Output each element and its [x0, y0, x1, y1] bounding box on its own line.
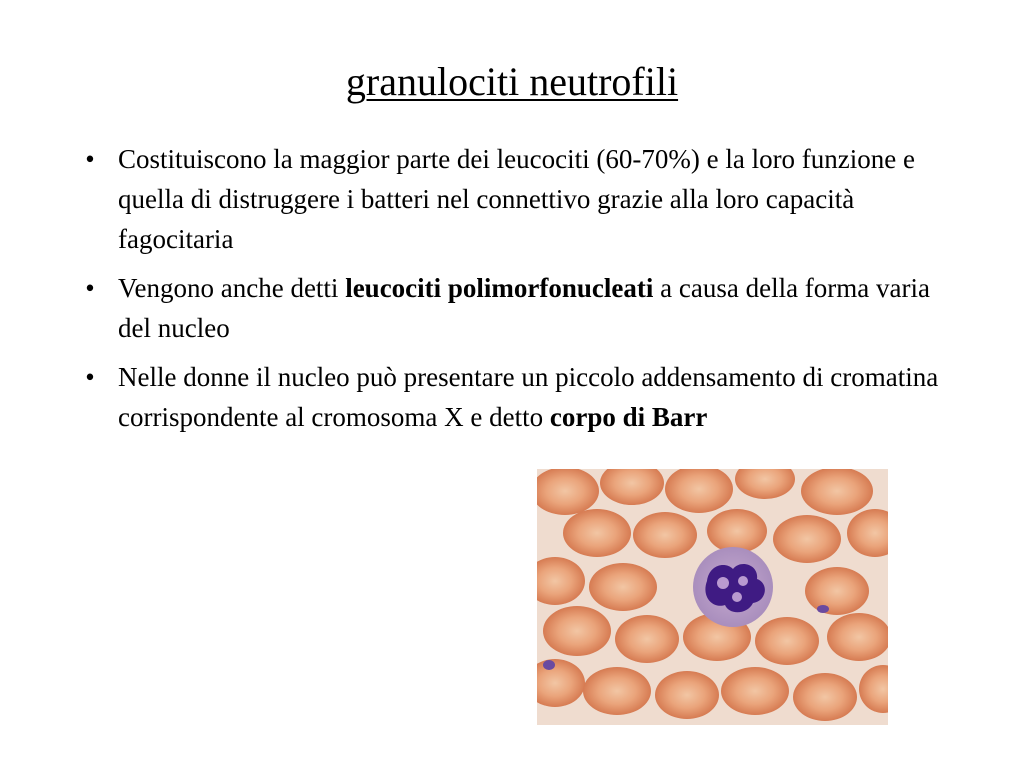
bullet-text: Vengono anche detti	[118, 273, 346, 303]
bullet-text-after: a causa della forma varia del nucleo	[118, 273, 930, 343]
bullet-text: Costituiscono la maggior parte dei leucociti (60-70%) e la loro funzione e quella di distruggere i batteri nel connettivo grazie alla loro capacità fagocitaria	[118, 144, 916, 254]
bullet-emphasis: leucociti polimorfonucleati	[345, 273, 654, 303]
neutrophil-micrograph	[537, 469, 888, 725]
bullet-item-3	[80, 357, 940, 437]
bullet-dot-icon: •	[85, 144, 95, 174]
bullet-emphasis: corpo di Barr	[549, 402, 708, 432]
bullet-item-2	[80, 268, 940, 348]
bullet-dot-icon: •	[85, 273, 95, 303]
bullet-item-1	[80, 139, 940, 259]
slide-title: granulociti neutrofili	[345, 59, 679, 104]
neutrophil-cell	[693, 547, 773, 627]
bullet-list	[80, 139, 940, 446]
bullet-text: Nelle donne il nucleo può presentare un piccolo addensamento di cromatina corrispondente al cromosoma X e detto	[118, 362, 939, 432]
bullet-dot-icon: •	[85, 362, 95, 392]
